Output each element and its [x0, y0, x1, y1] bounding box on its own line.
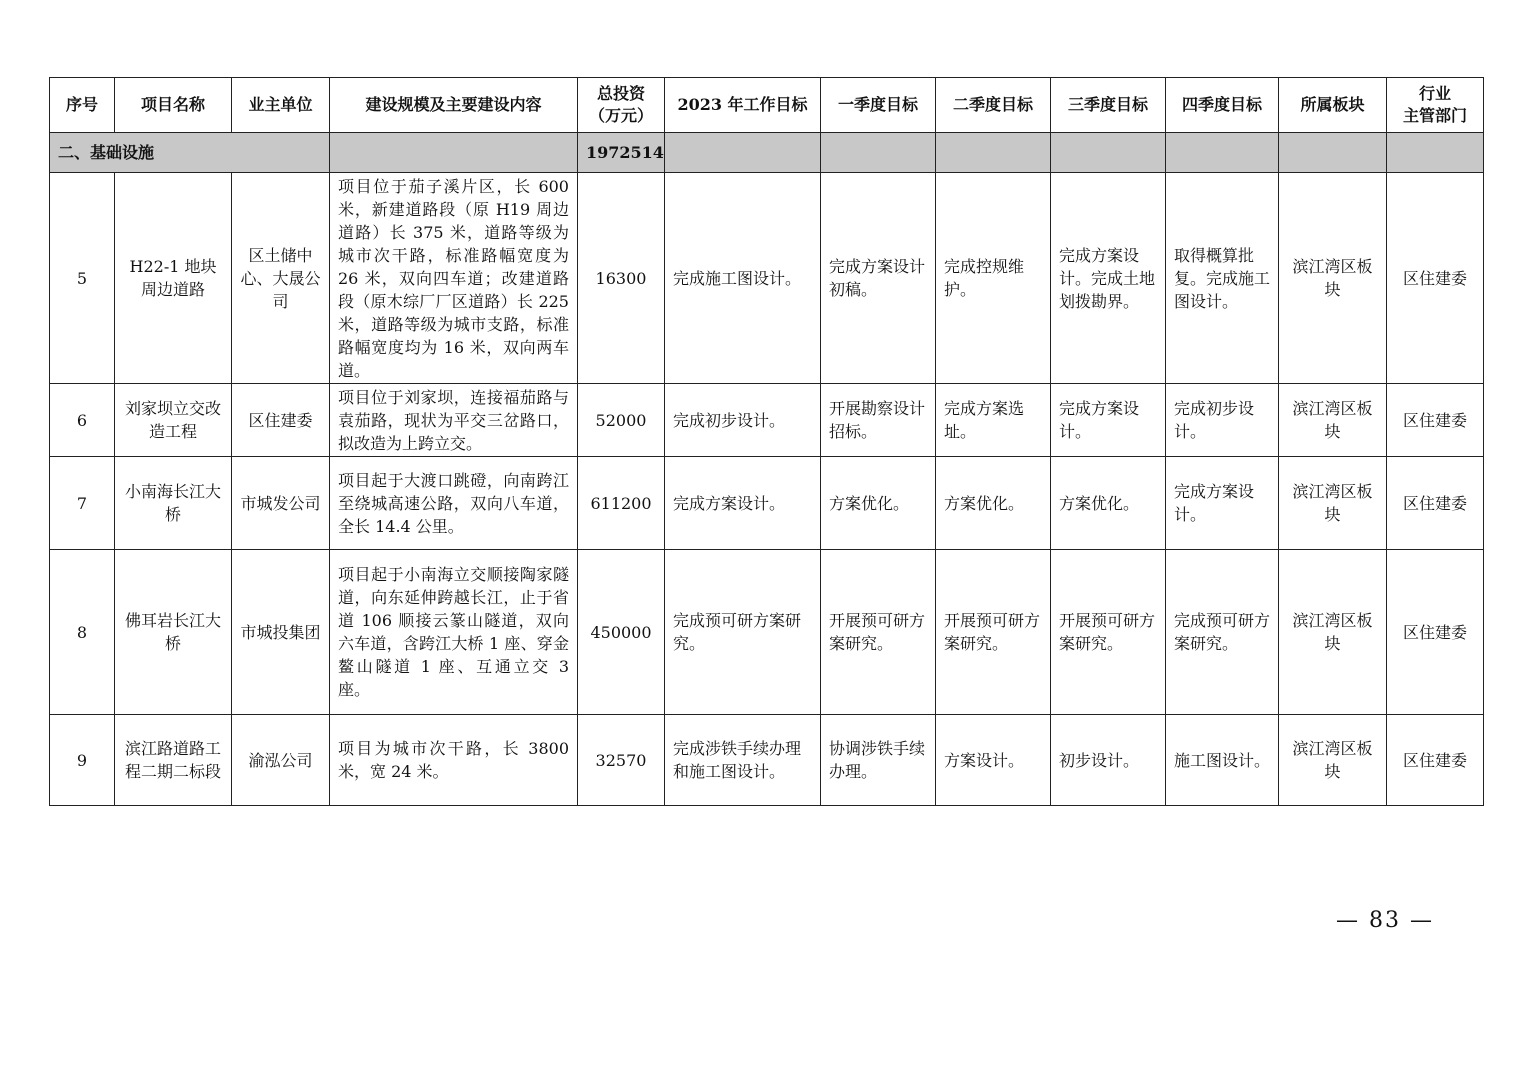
header-investment-line1: 总投资: [596, 84, 645, 103]
section-empty-cell: [1279, 133, 1387, 173]
header-q4: 四季度目标: [1166, 78, 1279, 133]
cell-owner: 市城投集团: [232, 550, 330, 715]
cell-q2: 完成控规维护。: [936, 173, 1051, 384]
header-investment-line2: （万元）: [588, 106, 653, 125]
cell-seq: 6: [50, 384, 115, 457]
cell-goal: 完成方案设计。: [665, 457, 821, 550]
cell-seq: 9: [50, 715, 115, 806]
cell-scope: 项目为城市次干路，长 3800 米，宽 24 米。: [330, 715, 578, 806]
cell-scope: 项目起于大渡口跳磴，向南跨江至绕城高速公路，双向八车道，全长 14.4 公里。: [330, 457, 578, 550]
cell-goal: 完成初步设计。: [665, 384, 821, 457]
cell-seq: 5: [50, 173, 115, 384]
cell-name: 滨江路道路工程二期二标段: [115, 715, 232, 806]
cell-goal: 完成涉铁手续办理和施工图设计。: [665, 715, 821, 806]
section-empty-cell: [1387, 133, 1484, 173]
section-empty-cell: [1051, 133, 1166, 173]
cell-q2: 完成方案选址。: [936, 384, 1051, 457]
cell-seq: 8: [50, 550, 115, 715]
cell-owner: 区土储中心、大晟公司: [232, 173, 330, 384]
cell-dept: 区住建委: [1387, 550, 1484, 715]
header-q1: 一季度目标: [821, 78, 936, 133]
project-table: [49, 77, 1484, 806]
table-row: [50, 550, 1484, 715]
header-owner: 业主单位: [232, 78, 330, 133]
section-empty-cell: [936, 133, 1051, 173]
cell-q2: 开展预可研方案研究。: [936, 550, 1051, 715]
cell-q4: 完成预可研方案研究。: [1166, 550, 1279, 715]
cell-owner: 渝泓公司: [232, 715, 330, 806]
cell-investment: 52000: [578, 384, 665, 457]
cell-dept: 区住建委: [1387, 173, 1484, 384]
cell-investment: 16300: [578, 173, 665, 384]
cell-name: H22-1 地块周边道路: [115, 173, 232, 384]
cell-q3: 方案优化。: [1051, 457, 1166, 550]
cell-investment: 611200: [578, 457, 665, 550]
page-number: — 83 —: [1336, 908, 1434, 933]
section-total: 1972514: [578, 133, 665, 173]
header-investment: [578, 78, 665, 133]
header-q3: 三季度目标: [1051, 78, 1166, 133]
cell-seq: 7: [50, 457, 115, 550]
cell-sector: 滨江湾区板块: [1279, 384, 1387, 457]
section-empty-cell: [330, 133, 578, 173]
header-row: [50, 78, 1484, 133]
section-title: 二、基础设施: [50, 133, 330, 173]
cell-scope: 项目起于小南海立交顺接陶家隧道，向东延伸跨越长江，止于省道 106 顺接云篆山隧道，双向六车道，含跨江大桥 1 座、穿金鳌山隧道 1 座、互通立交 3 座。: [330, 550, 578, 715]
cell-investment: 32570: [578, 715, 665, 806]
header-seq: 序号: [50, 78, 115, 133]
table-row: [50, 173, 1484, 384]
header-name: 项目名称: [115, 78, 232, 133]
cell-owner: 区住建委: [232, 384, 330, 457]
cell-q1: 开展预可研方案研究。: [821, 550, 936, 715]
cell-q1: 方案优化。: [821, 457, 936, 550]
cell-goal: 完成预可研方案研究。: [665, 550, 821, 715]
cell-dept: 区住建委: [1387, 715, 1484, 806]
cell-q1: 完成方案设计初稿。: [821, 173, 936, 384]
cell-q3: 完成方案设计。: [1051, 384, 1166, 457]
cell-sector: 滨江湾区板块: [1279, 550, 1387, 715]
cell-name: 小南海长江大桥: [115, 457, 232, 550]
cell-q4: 完成初步设计。: [1166, 384, 1279, 457]
table-row: [50, 384, 1484, 457]
cell-q1: 开展勘察设计招标。: [821, 384, 936, 457]
section-empty-cell: [821, 133, 936, 173]
cell-q1: 协调涉铁手续办理。: [821, 715, 936, 806]
header-dept-line2: 主管部门: [1402, 106, 1467, 125]
header-scope: 建设规模及主要建设内容: [330, 78, 578, 133]
header-dept-line1: 行业: [1418, 84, 1451, 103]
cell-q3: 完成方案设计。完成土地划拨勘界。: [1051, 173, 1166, 384]
cell-q4: 完成方案设计。: [1166, 457, 1279, 550]
cell-sector: 滨江湾区板块: [1279, 173, 1387, 384]
cell-dept: 区住建委: [1387, 384, 1484, 457]
cell-q2: 方案设计。: [936, 715, 1051, 806]
cell-goal: 完成施工图设计。: [665, 173, 821, 384]
cell-owner: 市城发公司: [232, 457, 330, 550]
cell-name: 刘家坝立交改造工程: [115, 384, 232, 457]
cell-q3: 开展预可研方案研究。: [1051, 550, 1166, 715]
cell-scope: 项目位于刘家坝，连接福茄路与袁茄路，现状为平交三岔路口，拟改造为上跨立交。: [330, 384, 578, 457]
cell-q3: 初步设计。: [1051, 715, 1166, 806]
table-row: [50, 457, 1484, 550]
cell-q2: 方案优化。: [936, 457, 1051, 550]
header-sector: 所属板块: [1279, 78, 1387, 133]
cell-name: 佛耳岩长江大桥: [115, 550, 232, 715]
cell-sector: 滨江湾区板块: [1279, 457, 1387, 550]
section-empty-cell: [665, 133, 821, 173]
cell-scope: 项目位于茄子溪片区，长 600 米，新建道路段（原 H19 周边道路）长 375 米，道路等级为城市次干路，标准路幅宽度为 26 米，双向四车道；改建道路段（原木综厂厂区道路）长 225 米，道路等级为城市支路，标准路幅宽度均为 16 米，双向两车道。: [330, 173, 578, 384]
section-row: [50, 133, 1484, 173]
cell-q4: 施工图设计。: [1166, 715, 1279, 806]
cell-dept: 区住建委: [1387, 457, 1484, 550]
header-q2: 二季度目标: [936, 78, 1051, 133]
section-empty-cell: [1166, 133, 1279, 173]
header-goal-2023: 2023 年工作目标: [665, 78, 821, 133]
cell-sector: 滨江湾区板块: [1279, 715, 1387, 806]
cell-q4: 取得概算批复。完成施工图设计。: [1166, 173, 1279, 384]
table-row: [50, 715, 1484, 806]
header-dept: [1387, 78, 1484, 133]
cell-investment: 450000: [578, 550, 665, 715]
